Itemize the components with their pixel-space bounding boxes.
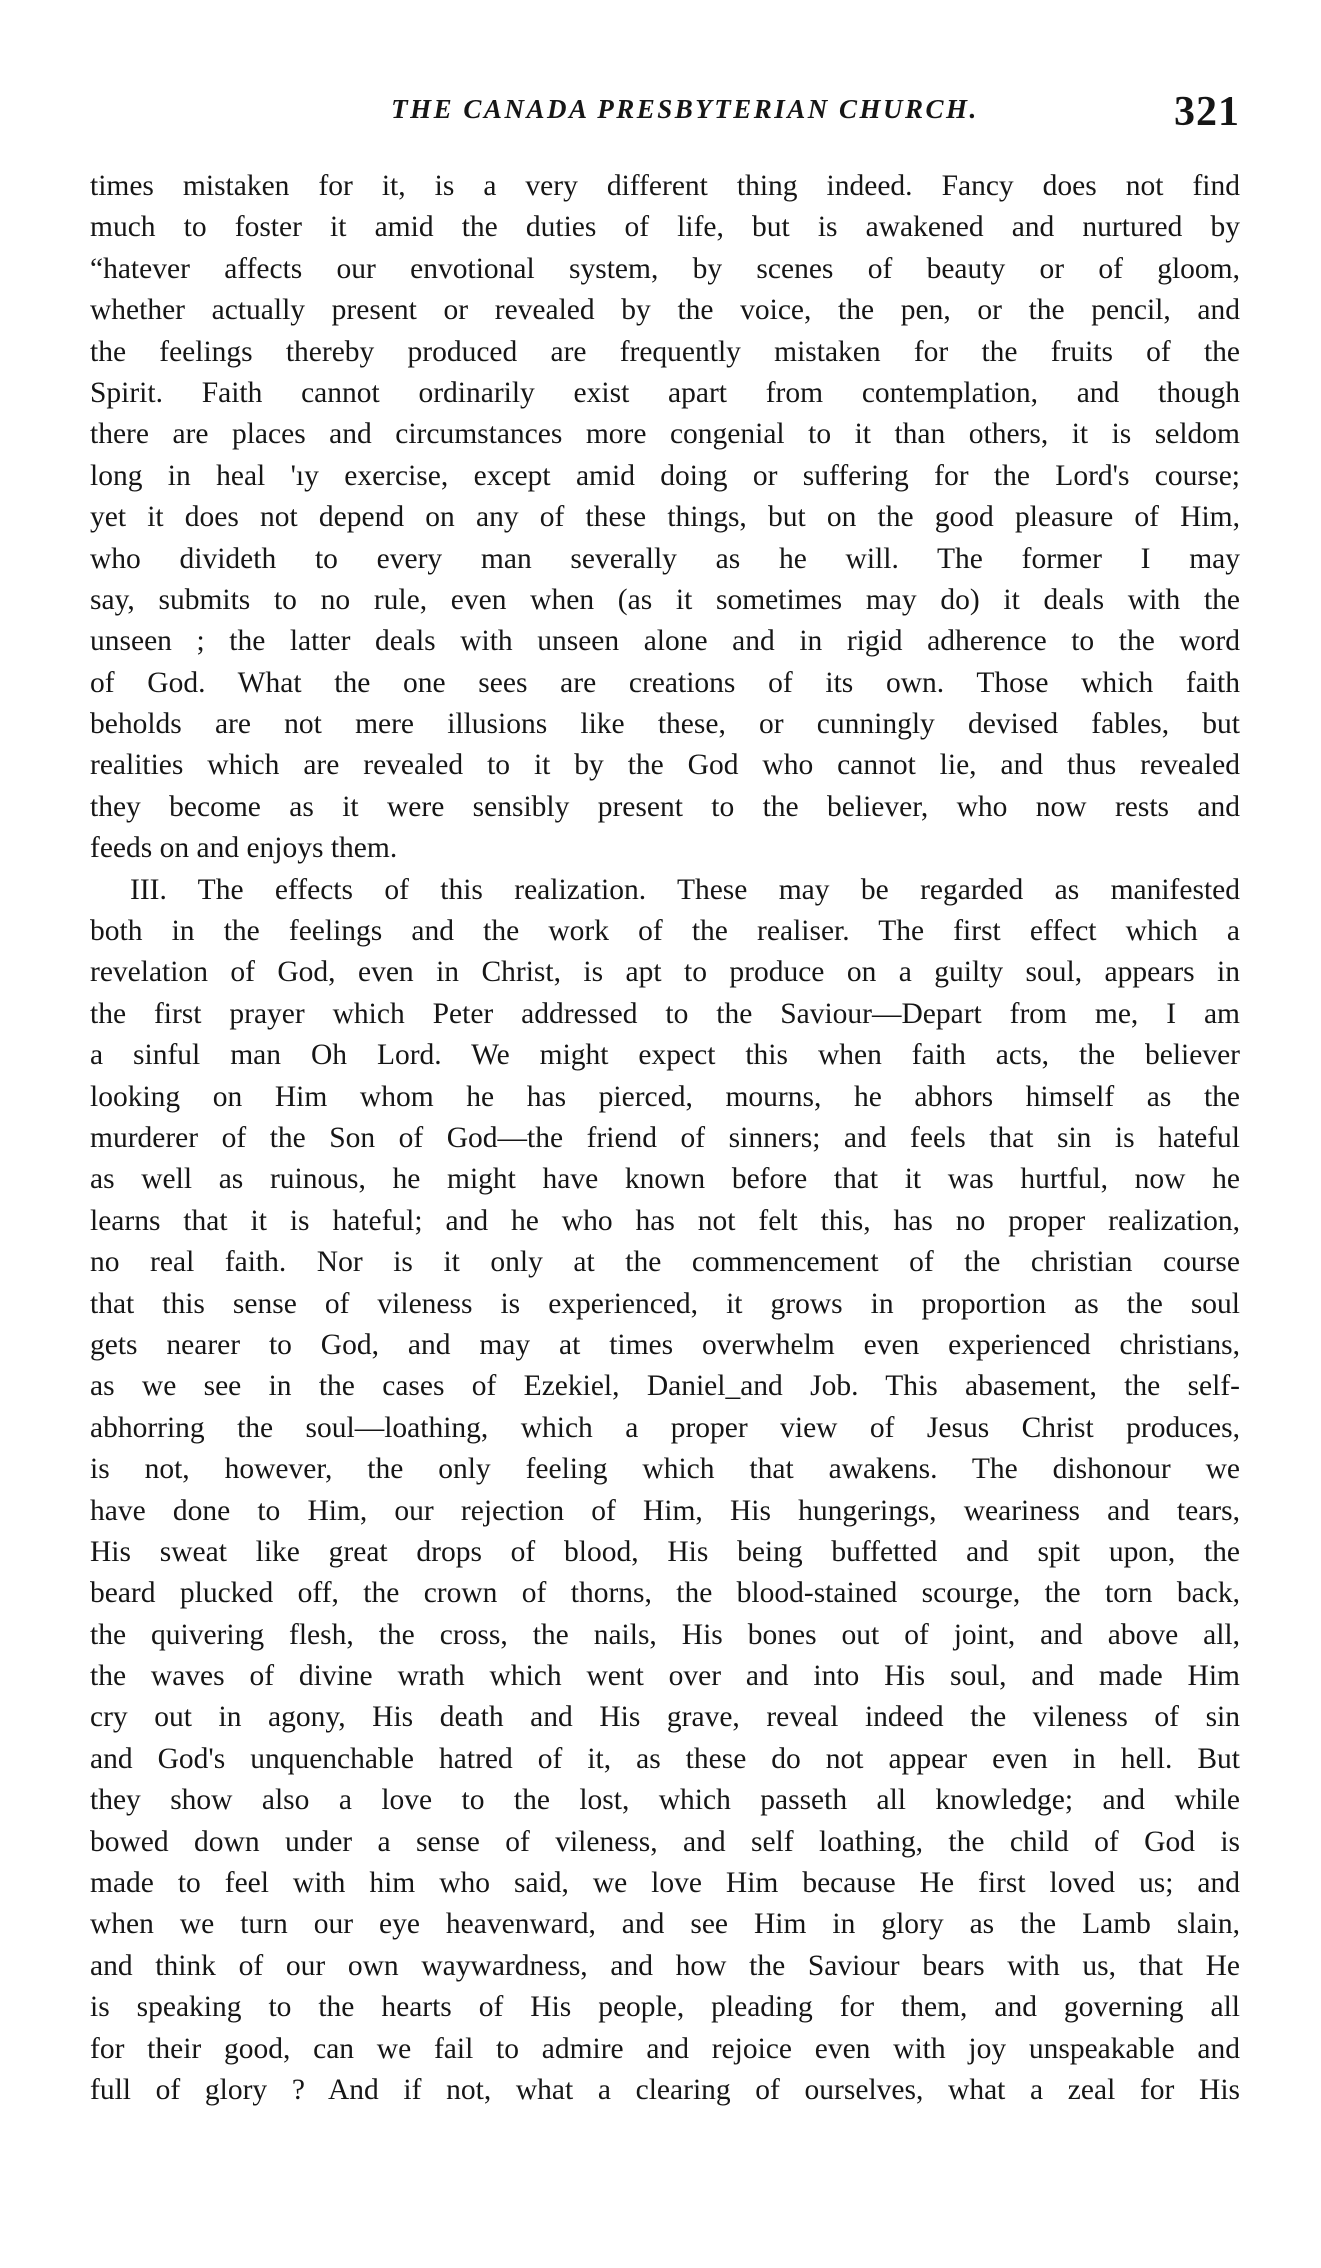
text-line: there are places and circumstances more congenial to it than others, it is seldom	[90, 418, 1240, 451]
text-line: no real faith. Nor is it only at the commencement of the christian course	[90, 1246, 1240, 1279]
text-line: and God's unquenchable hatred of it, as these do not appear even in hell. But	[90, 1742, 1240, 1775]
text-line	[90, 2111, 1240, 2152]
text-line: full of glory ? And if not, what a clearing of ourselves, what a zeal for His	[90, 2073, 1240, 2106]
text-line: beard plucked off, the crown of thorns, the blood-stained scourge, the torn back,	[90, 1577, 1240, 1610]
text-line: is not, however, the only feeling which that awakens. The dishonour we	[90, 1453, 1240, 1486]
text-line: and think of our own waywardness, and how the Saviour bears with us, that He	[90, 1949, 1240, 1982]
text-line: Spirit. Faith cannot ordinarily exist apart from contemplation, and though	[90, 376, 1240, 409]
text-line: “hatever affects our envotional system, by scenes of beauty or of gloom,	[90, 252, 1240, 285]
text-line: cry out in agony, His death and His grave, reveal indeed the vileness of sin	[90, 1701, 1240, 1734]
text-line: both in the feelings and the work of the realiser. The first effect which a	[90, 915, 1240, 948]
text-line: is speaking to the hearts of His people, pleading for them, and governing all	[90, 1991, 1240, 2024]
page-header	[90, 88, 1240, 148]
text-line: of God. What the one sees are creations of its own. Those which faith	[90, 666, 1240, 699]
text-line: whether actually present or revealed by the voice, the pen, or the pencil, and	[90, 294, 1240, 327]
text-line: as we see in the cases of Ezekiel, Daniel_and Job. This abasement, the self-	[90, 1370, 1240, 1403]
text-line: learns that it is hateful; and he who has not felt this, has no proper realization,	[90, 1204, 1240, 1237]
page-number: 321	[1174, 89, 1240, 135]
text-line: the first prayer which Peter addressed to the Saviour—Depart from me, I am	[90, 997, 1240, 1030]
text-line: the feelings thereby produced are frequently mistaken for the fruits of the	[90, 335, 1240, 368]
text-line: for their good, can we fail to admire and rejoice even with joy unspeakable and	[90, 2032, 1240, 2065]
text-line: that this sense of vileness is experienced, it grows in proportion as the soul	[90, 1287, 1240, 1320]
text-line: when we turn our eye heavenward, and see Him in glory as the Lamb slain,	[90, 1908, 1240, 1941]
body-text	[90, 166, 1240, 2153]
text-line-paragraph-start: III. The effects of this realization. These may be regarded as manifested	[130, 873, 1240, 906]
text-line: abhorring the soul—loathing, which a proper view of Jesus Christ produces,	[90, 1411, 1240, 1444]
text-line: murderer of the Son of God—the friend of sinners; and feels that sin is hateful	[90, 1121, 1240, 1154]
text-line: a sinful man Oh Lord. We might expect this when faith acts, the believer	[90, 1039, 1240, 1072]
text-line: looking on Him whom he has pierced, mourns, he abhors himself as the	[90, 1080, 1240, 1113]
text-line: times mistaken for it, is a very different thing indeed. Fancy does not find	[90, 170, 1240, 202]
text-line: gets nearer to God, and may at times overwhelm even experienced christians,	[90, 1328, 1240, 1361]
text-line: revelation of God, even in Christ, is apt to produce on a guilty soul, appears in	[90, 956, 1240, 989]
text-line: who divideth to every man severally as he will. The former I may	[90, 542, 1240, 575]
running-head: THE CANADA PRESBYTERIAN CHURCH.	[391, 94, 979, 124]
text-line: as well as ruinous, he might have known before that it was hurtful, now he	[90, 1163, 1240, 1196]
text-line: the waves of divine wrath which went over and into His soul, and made Him	[90, 1660, 1240, 1693]
text-line: realities which are revealed to it by the God who cannot lie, and thus revealed	[90, 749, 1240, 782]
text-line: have done to Him, our rejection of Him, His hungerings, weariness and tears,	[90, 1494, 1240, 1527]
text-line: long in heal 'ıy exercise, except amid doing or suffering for the Lord's course;	[90, 459, 1240, 492]
text-line: they show also a love to the lost, which passeth all knowledge; and while	[90, 1784, 1240, 1817]
text-line: unseen ; the latter deals with unseen alone and in rigid adherence to the word	[90, 625, 1240, 658]
text-line: much to foster it amid the duties of life, but is awakened and nurtured by	[90, 211, 1240, 244]
text-line: yet it does not depend on any of these things, but on the good pleasure of Him,	[90, 501, 1240, 534]
text-line: bowed down under a sense of vileness, and self loathing, the child of God is	[90, 1825, 1240, 1858]
text-line: His sweat like great drops of blood, His being buffetted and spit upon, the	[90, 1535, 1240, 1568]
text-line: they become as it were sensibly present to the believer, who now rests and	[90, 790, 1240, 823]
text-line: beholds are not mere illusions like these, or cunningly devised fables, but	[90, 708, 1240, 741]
text-line: say, submits to no rule, even when (as it sometimes may do) it deals with the	[90, 583, 1240, 616]
text-line: made to feel with him who said, we love Him because He first loved us; and	[90, 1867, 1240, 1900]
text-line: the quivering flesh, the cross, the nails, His bones out of joint, and above all,	[90, 1618, 1240, 1651]
text-line-paragraph-end: feeds on and enjoys them.	[90, 832, 398, 865]
